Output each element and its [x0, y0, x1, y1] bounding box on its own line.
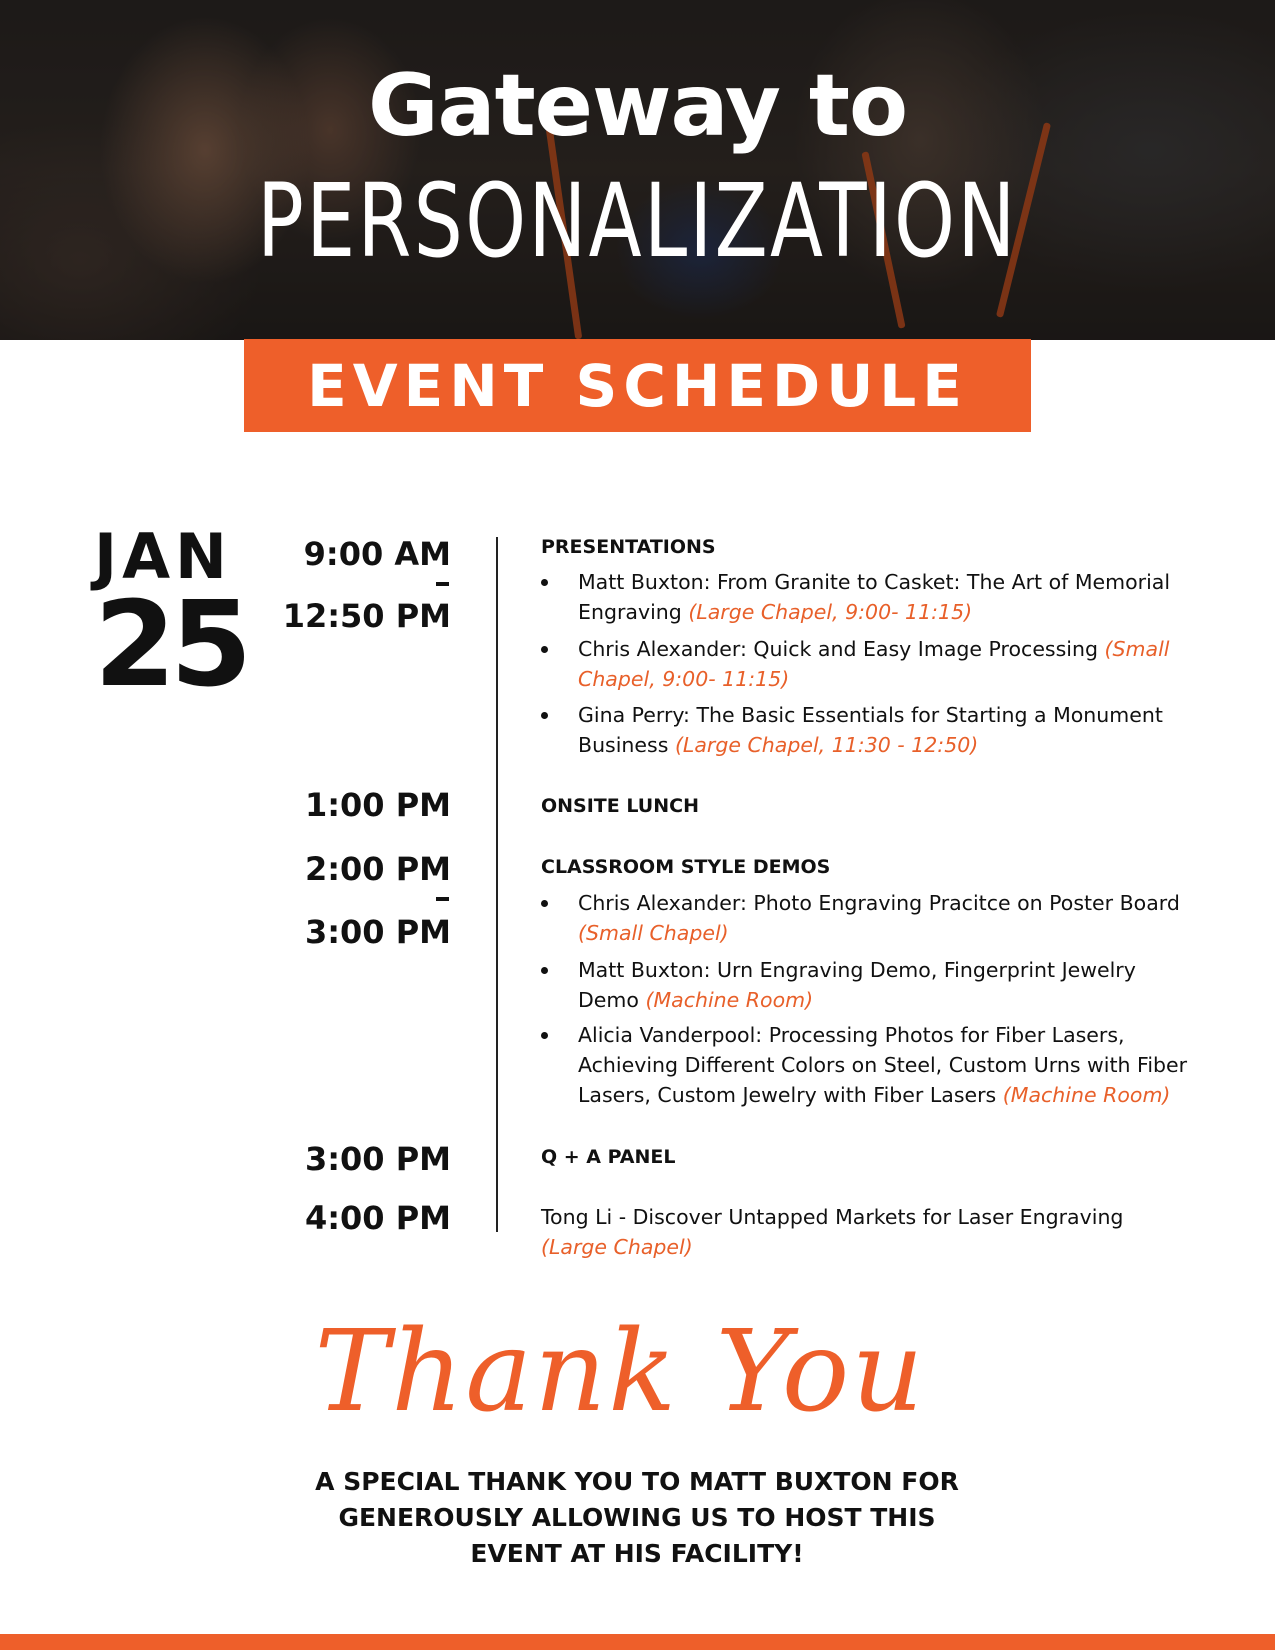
- item-text: Alicia Vanderpool: Processing Photos for Fiber Lasers, Achieving Different Colors on Steel, Custom Urns with Fiber Lasers, Custom Jewelry with Fiber Lasers: [578, 1023, 1188, 1107]
- item-text: Matt Buxton: From Granite to Casket: The Art of Memorial Engraving: [578, 570, 1171, 624]
- time-end: 12:50 PM: [282, 597, 451, 635]
- bullet-icon: [541, 579, 548, 586]
- time-end: 3:00 PM: [304, 913, 451, 951]
- event-schedule-banner: [244, 339, 1031, 432]
- list-item: [541, 1020, 1201, 1110]
- bullet-icon: [541, 712, 548, 719]
- item-text: Chris Alexander: Quick and Easy Image Processing: [578, 637, 1098, 661]
- time-single: 4:00 PM: [304, 1199, 451, 1237]
- timeline-divider: [496, 537, 498, 1232]
- item-text: Gina Perry: The Basic Essentials for Starting a Monument Business: [578, 703, 1163, 757]
- hero-title-line2: PERSONALIZATION: [257, 162, 1018, 281]
- time-single: 1:00 PM: [304, 786, 451, 824]
- list-item: [541, 567, 1201, 627]
- time-single: 3:00 PM: [304, 1140, 451, 1178]
- bullet-icon: [541, 646, 548, 653]
- hero-title-line1: Gateway to: [367, 56, 908, 156]
- item-location: (Small Chapel): [578, 921, 729, 945]
- list-item: [541, 888, 1201, 948]
- session-text: Tong Li - Discover Untapped Markets for Laser Engraving: [541, 1205, 1124, 1229]
- closing-message: A SPECIAL THANK YOU TO MATT BUXTON FOR GENEROUSLY ALLOWING US TO HOST THIS EVENT AT HIS FACILITY!: [315, 1467, 959, 1568]
- thank-you-text: Thank You: [314, 1307, 926, 1437]
- item-location: (Machine Room): [1002, 1083, 1171, 1107]
- item-location: (Large Chapel, 11:30 - 12:50): [674, 733, 979, 757]
- list-item: [541, 700, 1201, 760]
- time-separator: [436, 897, 449, 901]
- bullet-icon: [541, 1032, 548, 1039]
- item-location: (Machine Room): [645, 988, 814, 1012]
- bullet-icon: [541, 967, 548, 974]
- item-text: Chris Alexander: Photo Engraving Pracitce on Poster Board: [578, 891, 1180, 915]
- list-item: [541, 634, 1201, 694]
- thank-you-script: [290, 1290, 950, 1450]
- date-month: JAN: [94, 520, 232, 593]
- section-heading: Q + A PANEL: [541, 1146, 676, 1168]
- hero-photo: [0, 0, 1275, 340]
- item-location: (Large Chapel, 9:00- 11:15): [688, 600, 973, 624]
- section-heading: ONSITE LUNCH: [541, 795, 699, 817]
- session-location: (Large Chapel): [541, 1235, 693, 1259]
- section-heading: CLASSROOM STYLE DEMOS: [541, 856, 831, 878]
- time-start: 9:00 AM: [303, 535, 451, 573]
- date-day: 25: [94, 575, 247, 713]
- item-location: (Small Chapel, 9:00- 11:15): [578, 637, 1170, 691]
- bullet-icon: [541, 900, 548, 907]
- footer-bar: [0, 1634, 1275, 1650]
- time-separator: [436, 582, 449, 586]
- item-text: Matt Buxton: Urn Engraving Demo, Fingerprint Jewelry Demo: [578, 958, 1136, 1012]
- session-description: [541, 1202, 1201, 1262]
- list-item: [541, 955, 1201, 1015]
- section-heading: PRESENTATIONS: [541, 536, 716, 558]
- banner-label: EVENT SCHEDULE: [307, 351, 968, 420]
- time-start: 2:00 PM: [304, 850, 451, 888]
